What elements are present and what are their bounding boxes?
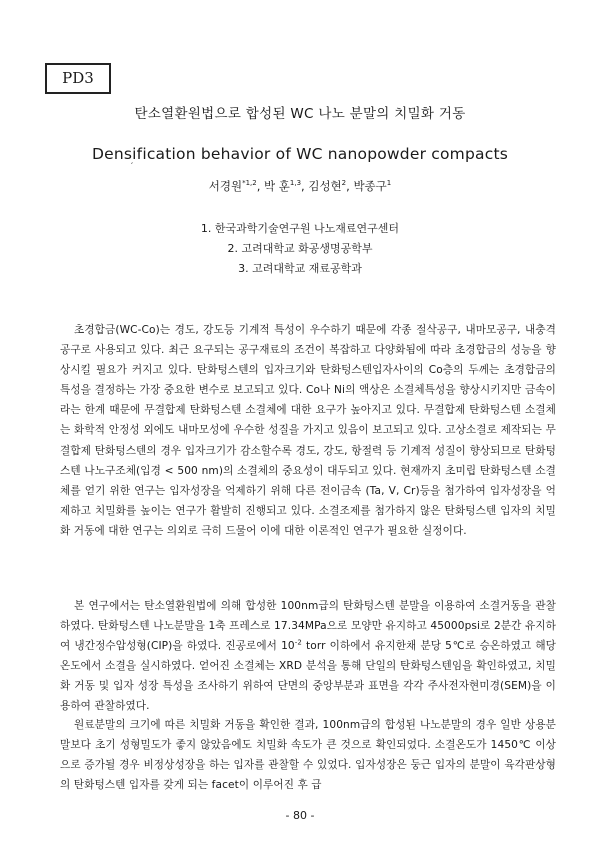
author-name: 박종구 (353, 179, 387, 193)
author-list: 서경원$^{*1,2}$, 박 훈$^{1,3}$, 김성현$^2$, 박종구$^1$ (208, 179, 392, 193)
stray-mark: ′ (131, 162, 134, 172)
title-english: Densification behavior of WC nanopowder compacts (92, 145, 508, 163)
exponent: -2 (294, 638, 302, 647)
page-number: - 80 - (285, 809, 315, 822)
session-code-box: PD3 (45, 63, 111, 94)
paragraph-results: 원료분말의 크기에 따른 치밀화 거동을 확인한 결과, 100nm급의 합성된 나노분말의 경우 일반 상용분말보다 초기 성형밀도가 좋지 않았음에도 치밀화 속도가 큰 것으로 확인되었다. 소결온도가 1450℃ 이상으로 증가될 경우 비정상성장을 하는 입자를 관찰할 수 있었다. 입자성장은 둥근 입자의 분말이 육각판상형의 탄화텅스텐 입자를 갖게 되는 facet이 이루어진 후 급 (60, 719, 556, 792)
author-affil-sup: 1 (386, 179, 392, 188)
affiliation-3: 3. 고려대학교 재료공학과 (238, 262, 362, 275)
author-name: 박 훈 (264, 179, 290, 193)
affiliation-1: 1. 한국과학기술연구원 나노재료연구센터 (200, 222, 400, 235)
author-name: 김성현 (308, 179, 342, 193)
title-korean: 탄소열환원법으로 합성된 WC 나노 분말의 치밀화 거동 (134, 106, 466, 122)
paragraph-methods-text-b: torr 이하에서 유지한채 분당 5℃로 승온하였고 해당온도에서 소결을 실시하였다. 얻어진 소결체는 XRD 분석을 통해 단일의 탄화텅스텐임을 확인하였고, 치밀화 거동 및 입자 성장 특성을 조사하기 위하여 단면의 중앙부분과 표면을 각각 주사전자현미경(SEM)을 이용하여 관찰하였다. (60, 640, 557, 713)
paragraph-methods-text-a: 본 연구에서는 탄소열환원법에 의해 합성한 100nm급의 탄화텅스텐 분말을 이용하여 소결거동을 관찰하였다. 탄화텅스텐 나노분말을 1축 프레스로 17.34MPa으로 모양만 유지하고 45000psi로 2분간 유지하여 냉간정수압성형(CIP)을 하였다. 진공로에서 10 (60, 600, 556, 653)
author-affil-sup: 1,3 (289, 179, 302, 188)
paragraph-methods (60, 596, 556, 717)
paragraph-introduction: 초경합금(WC-Co)는 경도, 강도등 기계적 특성이 우수하기 때문에 각종 절삭공구, 내마모공구, 내충격공구로 사용되고 있다. 최근 요구되는 공구재료의 조건이 복잡하고 다양화됨에 따라 초경합금의 성능을 향상시킬 필요가 커지고 있다. 탄화텅스텐의 입자크기와 탄화텅스텐입자사이의 Co층의 두께는 초경합금의 특성을 결정하는 가장 중요한 변수로 보고되고 있다. Co나 Ni의 액상은 소결체특성을 향상시키지만 금속이라는 한계 때문에 무결합제 탄화텅스텐 소결체에 대한 요구가 높아지고 있다. 무결합제 탄화텅스텐 소결체는 화학적 안정성 외에도 내마모성에 우수한 성질을 가지고 있음이 보고되고 있다. 고상소결로 제작되는 무결합제 탄화텅스텐의 경우 입자크기가 감소할수록 경도, 강도, 항절력 등 기계적 성질이 향상되므로 탄화텅스텐 나노구조체(입경 < 500 nm)의 소결체의 중요성이 대두되고 있다. 현재까지 초미립 탄화텅스텐 소결체를 얻기 위한 연구는 입자성장을 억제하기 위해 다른 전이금속 (Ta, V, Cr)등을 첨가하여 입자성장을 억제하고 치밀화를 높이는 연구가 활발히 진행되고 있다. 소결조제를 첨가하지 않은 탄화텅스텐 입자의 치밀화 거동에 대한 연구는 의외로 극히 드물어 이에 대한 이론적인 연구가 필요한 실정이다. (60, 324, 556, 537)
affiliation-2: 2. 고려대학교 화공생명공학부 (227, 242, 373, 255)
author-name: 서경원 (208, 179, 243, 193)
author-affil-sup: 2 (341, 179, 347, 188)
author-affil-sup: *1,2 (242, 179, 257, 188)
